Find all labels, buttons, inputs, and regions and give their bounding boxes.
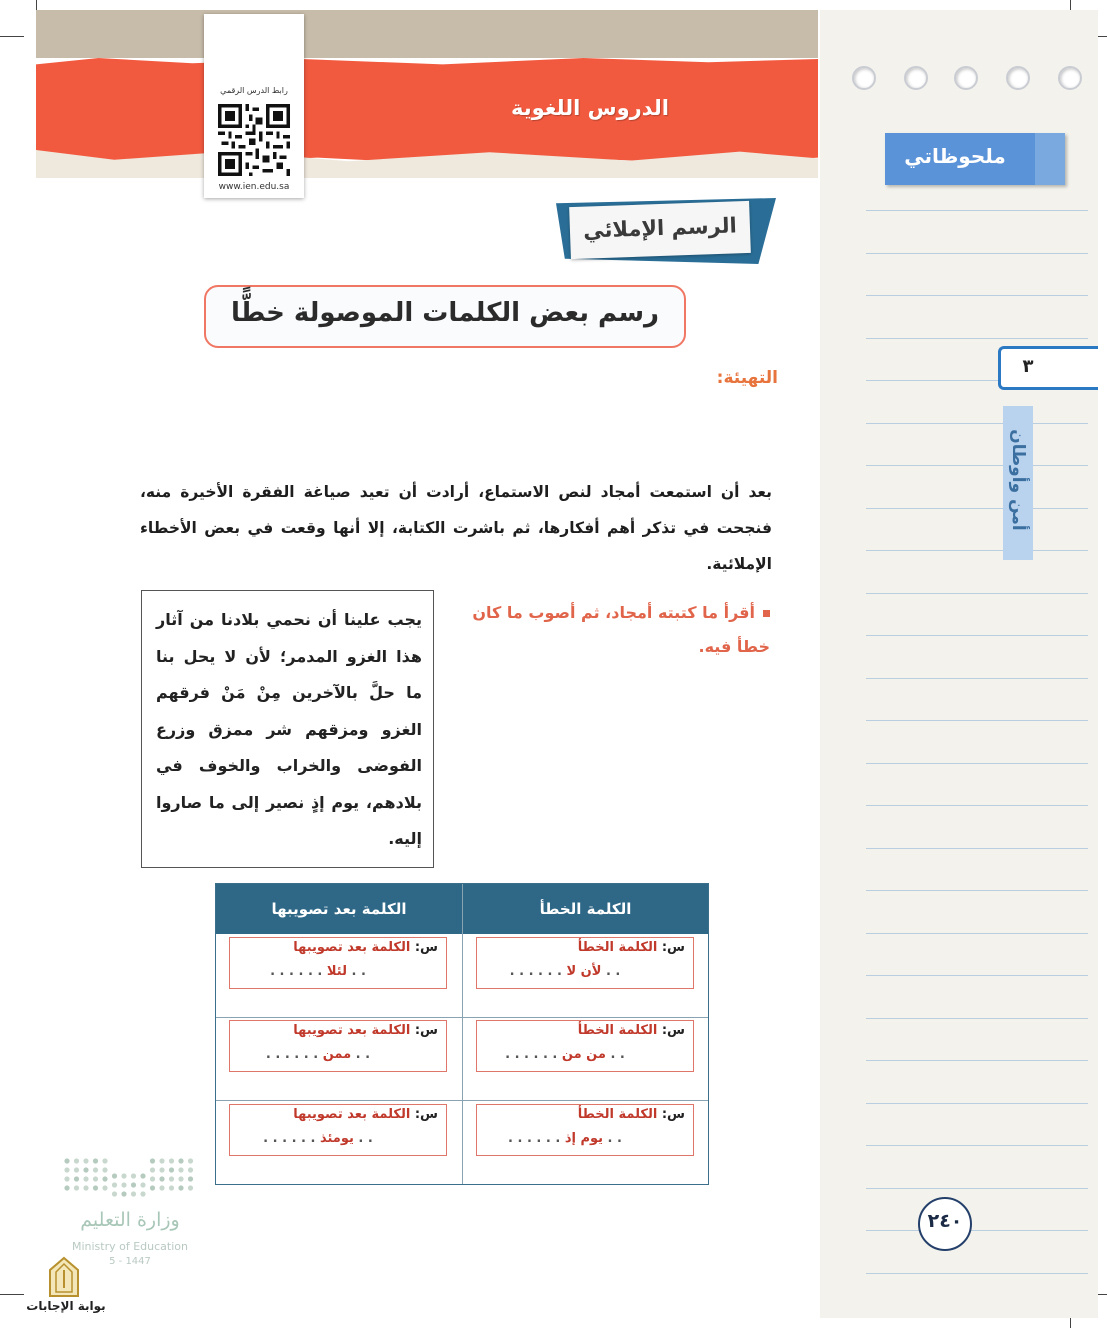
crop-mark [0,1294,24,1295]
note-line [866,1103,1088,1104]
binder-hole [1058,66,1082,90]
page-number: ٢٤٠ [927,1210,963,1232]
note-line [866,848,1088,849]
note-line [866,678,1088,679]
question-prefix: س: [410,940,438,955]
question-label: الكلمة الخطأ [577,1107,658,1122]
binder-hole [904,66,928,90]
answer-value: من من [561,1047,606,1062]
note-line [866,1230,1088,1231]
question-prefix: س: [657,1107,685,1122]
row-divider [216,1017,708,1018]
answer-value: لئلا [326,964,347,979]
cell-answer: . . لئلا . . . . . . [270,964,366,979]
question-label: الكلمة الخطأ [577,940,658,955]
note-line [866,550,1088,551]
ministry-name-en: Ministry of Education [71,1240,188,1253]
question-prefix: س: [657,1023,685,1038]
question-label: الكلمة بعد تصويبها [293,1023,411,1038]
answer-value: لأن لا [566,964,602,979]
question-label: الكلمة بعد تصويبها [293,940,411,955]
cell-question [293,1107,438,1122]
warmup-heading: التهيئة: [716,368,778,388]
cell-answer: . . يوم إذ . . . . . . [508,1131,622,1146]
section-title: الرسم الإملائي [582,213,738,243]
cell-answer: . . لأن لا . . . . . . [509,964,621,979]
unit-name: أمن وأوطان [1008,429,1028,531]
binder-hole [954,66,978,90]
note-line [866,890,1088,891]
note-line [866,933,1088,934]
unit-number: ٣ [1022,356,1034,377]
note-line [866,423,1088,424]
note-line [866,593,1088,594]
header-corrected-word: الكلمة بعد تصويبها [216,884,462,934]
qr-card[interactable] [204,14,304,198]
note-line [866,720,1088,721]
question-prefix: س: [657,940,685,955]
crop-mark [0,36,24,37]
question-prefix: س: [410,1107,438,1122]
column-divider [462,884,463,1184]
cell-question [578,1023,685,1038]
bullet-icon [763,610,770,617]
wrong-word-cell [476,937,694,989]
watermark-logo-icon [44,1256,84,1298]
note-line [866,805,1088,806]
note-line [866,1145,1088,1146]
header-wrong-word: الكلمة الخطأ [463,884,708,934]
corrected-word-cell [229,1020,447,1072]
cell-question [578,940,685,955]
note-line [866,1273,1088,1274]
wrong-word-cell [476,1020,694,1072]
cell-answer: . . ممن . . . . . . [265,1047,371,1062]
cell-question [578,1107,685,1122]
task-text: أقرأ ما كتبته أمجاد، ثم أصوب ما كان خطأ فيه. [472,603,770,656]
note-line [866,210,1088,211]
qr-code-icon[interactable] [218,104,290,176]
ministry-name-ar: وزارة التعليم [80,1209,180,1231]
note-line [866,1018,1088,1019]
wrong-word-cell [476,1104,694,1156]
note-line [866,508,1088,509]
corrected-word-cell [229,1104,447,1156]
answer-value: يومئذ [319,1131,354,1146]
cell-answer: . . يومئذ . . . . . . [263,1131,373,1146]
lesson-title: رسم بعض الكلمات الموصولة خطًّا [231,298,659,328]
notes-column [820,10,1098,1318]
question-prefix: س: [410,1023,438,1038]
note-line [866,1188,1088,1189]
answer-value: ممن [322,1047,352,1062]
edition-year: 5 - 1447 [109,1256,151,1267]
note-line [866,253,1088,254]
note-line [866,763,1088,764]
note-line [866,975,1088,976]
note-line [866,338,1088,339]
cell-question [293,940,438,955]
note-line [866,295,1088,296]
question-label: الكلمة الخطأ [577,1023,658,1038]
banner-title: الدروس اللغوية [511,96,669,120]
question-label: الكلمة بعد تصويبها [293,1107,411,1122]
notes-title: ملحوظاتي [904,144,1006,168]
task-instruction [440,596,770,664]
ministry-logo-icon [62,1156,198,1198]
answer-value: يوم إذ [564,1131,604,1146]
watermark-text: بوابة الإجابات [26,1299,106,1313]
note-line [866,635,1088,636]
intro-paragraph: بعد أن استمعت أمجاد لنص الاستماع، أرادت أن تعيد صياغة الفقرة الأخيرة منه، فنجحت في تذكر أهم أفكارها، ثم باشرت الكتابة، إلا أنها وقعت في بعض الأخطاء الإملائية. [140,483,772,573]
binder-hole [852,66,876,90]
note-line [866,1060,1088,1061]
cell-question [293,1023,438,1038]
qr-url[interactable]: www.ien.edu.sa [218,182,290,192]
corrected-word-cell [229,937,447,989]
row-divider [216,1100,708,1101]
cell-answer: . . من من . . . . . . [505,1047,625,1062]
banner-paper-top [36,10,818,58]
binder-hole [1006,66,1030,90]
note-line [866,465,1088,466]
passage-text: يجب علينا أن نحمي بلادنا من آثار هذا الغزو المدمر؛ لأن لا يحل بنا ما حلَّ بالآخرين مِنْ مَنْ فرقهم الغزو ومزقهم شر ممزق وزرع الفوضى والخراب والخوف في بلادهم، يوم إذٍ نصير إلى ما صاروا إليه. [156,610,422,848]
qr-label: رابط الدرس الرقمي [220,86,288,95]
